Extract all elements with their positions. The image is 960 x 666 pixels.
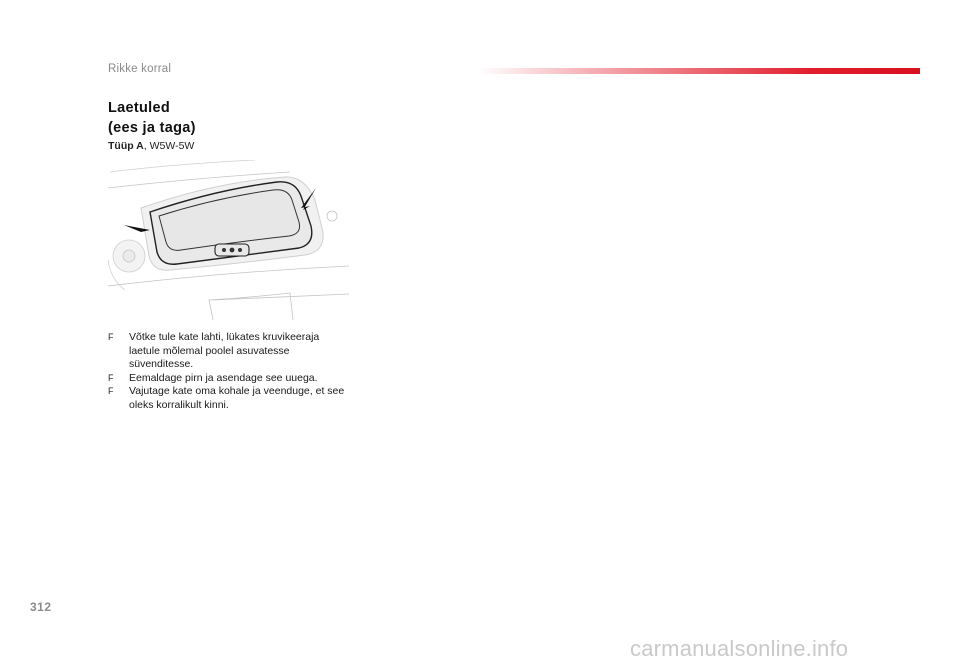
headliner-line-upper: [110, 160, 255, 172]
bullet-icon: F: [108, 386, 114, 397]
switch-dot-2: [230, 248, 235, 253]
title-line-1: Laetuled: [108, 100, 171, 116]
list-item: [108, 331, 353, 372]
lamp-type-label: Tüüp A: [108, 140, 144, 152]
step-text: Võtke tule kate lahti, lükates kruvikeeraja laetule mõlemal poolel asuvatesse süvenditesse.: [129, 331, 320, 371]
headliner-line-lower: [213, 294, 349, 300]
lamp-type-line: [108, 140, 194, 152]
page-number: 312: [30, 600, 52, 614]
bullet-icon: F: [108, 332, 114, 342]
headliner-line-bottom: [108, 266, 349, 286]
switch-dot-1: [222, 248, 226, 252]
page-title: [108, 98, 196, 138]
list-item: [108, 385, 353, 412]
knob-inner: [123, 250, 135, 262]
bullet-icon: F: [108, 372, 114, 383]
watermark: carmanualsonline.info: [630, 636, 849, 661]
small-screw: [327, 211, 337, 221]
step-text: Vajutage kate oma kohale ja veenduge, et see oleks korralikult kinni.: [129, 385, 345, 411]
header-accent-bar: [478, 68, 920, 74]
step-text: Eemaldage pirn ja asendage see uuega.: [129, 371, 318, 384]
section-header: Rikke korral: [108, 63, 172, 75]
list-item: [108, 372, 353, 386]
instruction-list: [108, 331, 353, 413]
switch-dot-3: [238, 248, 242, 252]
title-line-2: (ees ja taga): [108, 120, 196, 136]
ceiling-lamp-illustration: [105, 160, 355, 320]
lamp-type-value: , W5W-5W: [143, 140, 195, 152]
